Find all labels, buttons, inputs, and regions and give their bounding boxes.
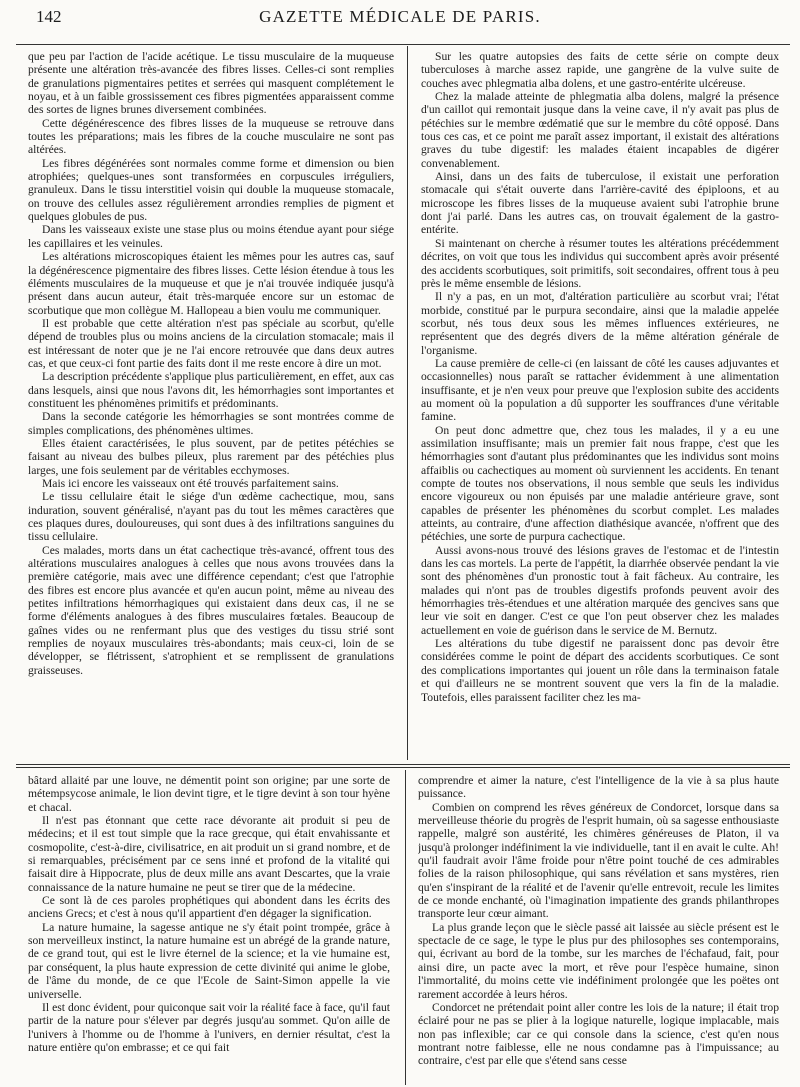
paragraph: Dans les vaisseaux existe une stase plus ou moins étendue ayant pour siége les capillaires et les veinules.: [28, 223, 394, 250]
paragraph: comprendre et aimer la nature, c'est l'intelligence de la vie à sa plus haute puissance.: [418, 774, 779, 801]
paragraph: Si maintenant on cherche à résumer toutes les altérations précédemment décrites, on voit que tous les individus qui succombent après avoir présenté des accidents scorbutiques, soit primitifs, soit secondaires, offrent tous à peu près le même ensemble de lésions.: [421, 236, 779, 290]
paragraph: Il est donc évident, pour quiconque sait voir la réalité face à face, qu'il faut partir de la nature pour s'élever par degrés jusqu'au sommet. Qu'on aille de l'univers à l'homme ou de l'homme à l'univers, en dernier résultat, c'est la nature entière qu'on embrasse; et ce qui fait: [28, 1000, 390, 1054]
column-divider: [407, 46, 408, 760]
column-divider: [405, 770, 406, 1085]
paragraph: On peut donc admettre que, chez tous les malades, il y a eu une assimilation insuffisante; mais un premier fait nous frappe, c'est que les hémorrhagies sont d'autant plus prédominantes que les individus sont moins affaiblis ou cachectiques au moment où surviennent les accidents. En tenant compte de toutes nos observations, il nous semble que seuls les individus encore vigoureux ou non épuisés par une maladie antérieure grave, sont capables de présenter les phénomènes du scorbut complet. Les malades atteints, au contraire, d'une affection diathésique avancée, n'offrent que des pétéchies, une sorte de purpura cachectique.: [421, 423, 779, 544]
paragraph: Il n'y a pas, en un mot, d'altération particulière au scorbut vrai; l'état morbide, constitué par le purpura secondaire, ainsi que la maladie appelée scorbut, nés tous deux sous les mêmes influences extérieures, ne représentent que des degrés divers de la même altération générale de l'organisme.: [421, 290, 779, 357]
feuilleton-rule-inner: [16, 767, 790, 768]
lower-right-column: [418, 774, 779, 1084]
paragraph: Combien on comprend les rêves généreux de Condorcet, lorsque dans sa merveilleuse théorie du progrès de l'esprit humain, où sa sagesse enthousiaste rappelle, malgré son austérité, les chimères généreuses de Platon, il va jusqu'à prolonger indéfiniment la vie individuelle, tant il en avait le culte. Ah! qu'il faudrait avoir l'âme froide pour n'être point touché de ces admirables folies de la raison philosophique, qui sans révélation et sans mystères, rien qu'en s'inspirant de la réalité et de l'avenir qu'elle entrevoit, recule les limites de ce monde enchanté, où l'imagination impatiente des grands philanthropes transporte leur cœur aimant.: [418, 800, 779, 921]
paragraph: Condorcet ne prétendait point aller contre les lois de la nature; il était trop éclairé pour ne pas se plier à la logique naturelle, logique implacable, mais non pas inflexible; car ce qui console dans la science, c'est qu'en nous montrant notre faiblesse, elle ne nous condamne pas à l'impuissance; au contraire, c'est par elle que s'étend sans cesse: [418, 1000, 779, 1068]
paragraph: Les altérations microscopiques étaient les mêmes pour les autres cas, sauf la dégénérescence pigmentaire des fibres lisses. Cette lésion étendue à tous les éléments musculaires de la muqueuse et que je n'ai trouvée indiquée jusqu'à présent dans aucun auteur, était très-marquée encore sur un estomac de scorbutique que mon collègue M. Hallopeau a bien voulu me communiquer.: [28, 250, 394, 317]
header-rule: [16, 44, 790, 45]
lower-left-column: [28, 774, 390, 1084]
paragraph: La description précédente s'applique plus particulièrement, en effet, aux cas dans lesquels, ainsi que nous l'avons dit, les hémorrhagies sont importantes et constituent les phénomènes primitifs et prédominants.: [28, 370, 394, 410]
paragraph: La nature humaine, la sagesse antique ne s'y était point trompée, grâce à son merveilleux instinct, la nature humaine est un abrégé de la grande nature, de ce grand tout, qui est le livre éternel de la science; et la vie humaine est, par conséquent, la plus haute expression de cette divinité qui anime le globe, de l'âme du monde, de ce que l'Ecole de Saint-Simon appelle la vie universelle.: [28, 920, 390, 1001]
paragraph: Ce sont là de ces paroles prophétiques qui abondent dans les écrits des anciens Grecs; et c'est à nous qu'il appartient d'en dégager la signification.: [28, 894, 390, 921]
paragraph: Ces malades, morts dans un état cachectique très-avancé, offrent tous des altérations musculaires analogues à celles que nous avons trouvées dans la première catégorie, mais avec une différence cependant; c'est que l'atrophie des fibres est encore plus avancée et qu'en aucun point, même au niveau des petites infiltrations hémorrhagiques qui existaient dans deux cas, il ne se forme d'éléments analogues à des fibres musculaires fœtales. Beaucoup de gaînes vides ou ne renfermant plus que des vestiges du tissu strié sont remplies de noyaux musculaires très-abondants; mais ceux-ci, loin de se développer, se flétrissent, s'atrophient et se remplissent de granulations graisseuses.: [28, 543, 394, 677]
paragraph: Dans la seconde catégorie les hémorrhagies se sont montrées comme de simples complications, des phénomènes ultimes.: [28, 410, 394, 437]
paragraph: Ainsi, dans un des faits de tuberculose, il existait une perforation stomacale qui s'était ouverte dans l'arrière-cavité des épiploons, et au microscope les fibres lisses de la muqueuse avaient subi l'atrophie brune dont j'ai parlé. Dans les autres cas, on trouvait également de la gastro-entérite.: [421, 170, 779, 237]
paragraph: Sur les quatre autopsies des faits de cette série on compte deux tuberculoses à marche assez rapide, une gangrène de la vulve suite de couches avec phlegmatia alba dolens, et une gastro-entérite ulcéreuse.: [421, 50, 779, 90]
running-head: GAZETTE MÉDICALE DE PARIS.: [259, 7, 541, 26]
paragraph: Le tissu cellulaire était le siége d'un œdème cachectique, mou, sans induration, souvent généralisé, n'ayant pas du tout les mêmes caractères que ces plaques dures, douloureuses, qui sont dues à des infiltrations sanguines du tissu cellulaire.: [28, 490, 394, 544]
paragraph: Mais ici encore les vaisseaux ont été trouvés parfaitement sains.: [42, 477, 339, 490]
paragraph: Il n'est pas étonnant que cette race dévorante ait produit si peu de médecins; et il est tout simple que la race grecque, qui était envahissante et cosmopolite, c'est-à-dire, civilisatrice, en ait produit un si grand nombre, et de si remarquables, précisément par ce sens inné et profond de la vitalité qui faisait dire à Hippocrate, plus de deux mille ans avant Descartes, que la vraie connaissance de la nature humaine ne peut se tirer que de la médecine.: [28, 814, 390, 894]
paragraph: La plus grande leçon que le siècle passé ait laissée au siècle présent est le spectacle de ce sage, le type le plus pur des philosophes ses contemporains, qui, écrivant au bord de la tombe, sur les marches de l'échafaud, fait, pour ainsi dire, un pacte avec la mort, et rêve pour l'espèce humaine, sinon l'immortalité, du moins cette vie indéfiniment prolongée que les poëtes ont rarement accordée à leurs héros.: [418, 920, 779, 1001]
paragraph: Les fibres dégénérées sont normales comme forme et dimension ou bien atrophiées; quelques-unes sont transformées en corpuscules irréguliers, granuleux. Dans le tissu interstitiel voisin qui double la muqueuse stomacale, on trouve des cellules assez régulièrement arrondies remplies de pigment et quelques globules de pus.: [28, 156, 394, 224]
paragraph: Les altérations du tube digestif ne paraissent donc pas devoir être considérées comme le point de départ des accidents scorbutiques. Ce sont des complications importantes qui jouent un rôle dans la terminaison fatale et qui d'ailleurs ne se montrent souvent que vers la fin de la maladie. Toutefois, elles paraissent faciliter chez les ma-: [421, 637, 779, 704]
page-number: 142: [36, 7, 62, 26]
paragraph: que peu par l'action de l'acide acétique. Le tissu musculaire de la muqueuse présente une altération très-avancée des fibres lisses. Celles-ci sont remplies de granulations pigmentaires petites et serrées qui masquent complétement le noyau, et à un faible grossissement ces fibres pigmentées apparaissent comme des sortes de lignes brunes diversement combinées.: [28, 50, 394, 117]
paragraph: bâtard allaité par une louve, ne démentit point son origine; par une sorte de métempsycose animale, le lion devint tigre, et le tigre devint à son tour hyène et chacal.: [28, 774, 390, 814]
paragraph: Chez la malade atteinte de phlegmatia alba dolens, malgré la présence d'un caillot qui remontait jusque dans la veine cave, il n'y avait pas plus de pétéchies sur le membre œdématié que sur le membre du côté opposé. Dans tous ces cas, et ce point me paraît assez important, il existait des altérations graves du tube digestif: les malades étaient incapables de digérer convenablement.: [421, 90, 779, 170]
feuilleton-rule: [16, 764, 790, 765]
paragraph: Elles étaient caractérisées, le plus souvent, par de petites pétéchies se faisant au niveau des bulbes pileux, plus rarement par des pétéchies plus larges, une fois seulement par de véritables ecchymoses.: [28, 436, 394, 477]
paragraph: Il est probable que cette altération n'est pas spéciale au scorbut, qu'elle dépend de troubles plus ou moins anciens de la circulation stomacale; mais il est intéressant de noter que je ne l'ai encore retrouvée que dans deux autres cas, et que ceux-ci font partie des faits dont il me reste encore à dire un mot.: [28, 316, 394, 370]
upper-left-column: [28, 50, 394, 756]
paragraph: Cette dégénérescence des fibres lisses de la muqueuse se retrouve dans toutes les préparations; mais les fibres de la couche musculaire ne sont pas altérées.: [28, 116, 394, 157]
paragraph: Aussi avons-nous trouvé des lésions graves de l'estomac et de l'intestin dans les cas mortels. La perte de l'appétit, la diarrhée observée pendant la vie sont des phénomènes d'un pronostic tout à fait fâcheux. Au contraire, les malades qui n'ont pas de troubles digestifs profonds peuvent avoir des hémorrhagies très-étendues et une altération marquée des gencives sans que leur vie soit en danger. C'est ce que l'on peut observer chez les malades actuellement en voie de guérison dans le service de M. Bernutz.: [421, 543, 779, 637]
paragraph: La cause première de celle-ci (en laissant de côté les causes adjuvantes et occasionnelles) nous paraît se rattacher évidemment à une alimentation insuffisante, et je n'en veux pour preuve que l'explosion subite des accidents au moment où la population a dû supporter les souffrances d'une véritable famine.: [421, 356, 779, 424]
upper-right-column: [421, 50, 779, 756]
